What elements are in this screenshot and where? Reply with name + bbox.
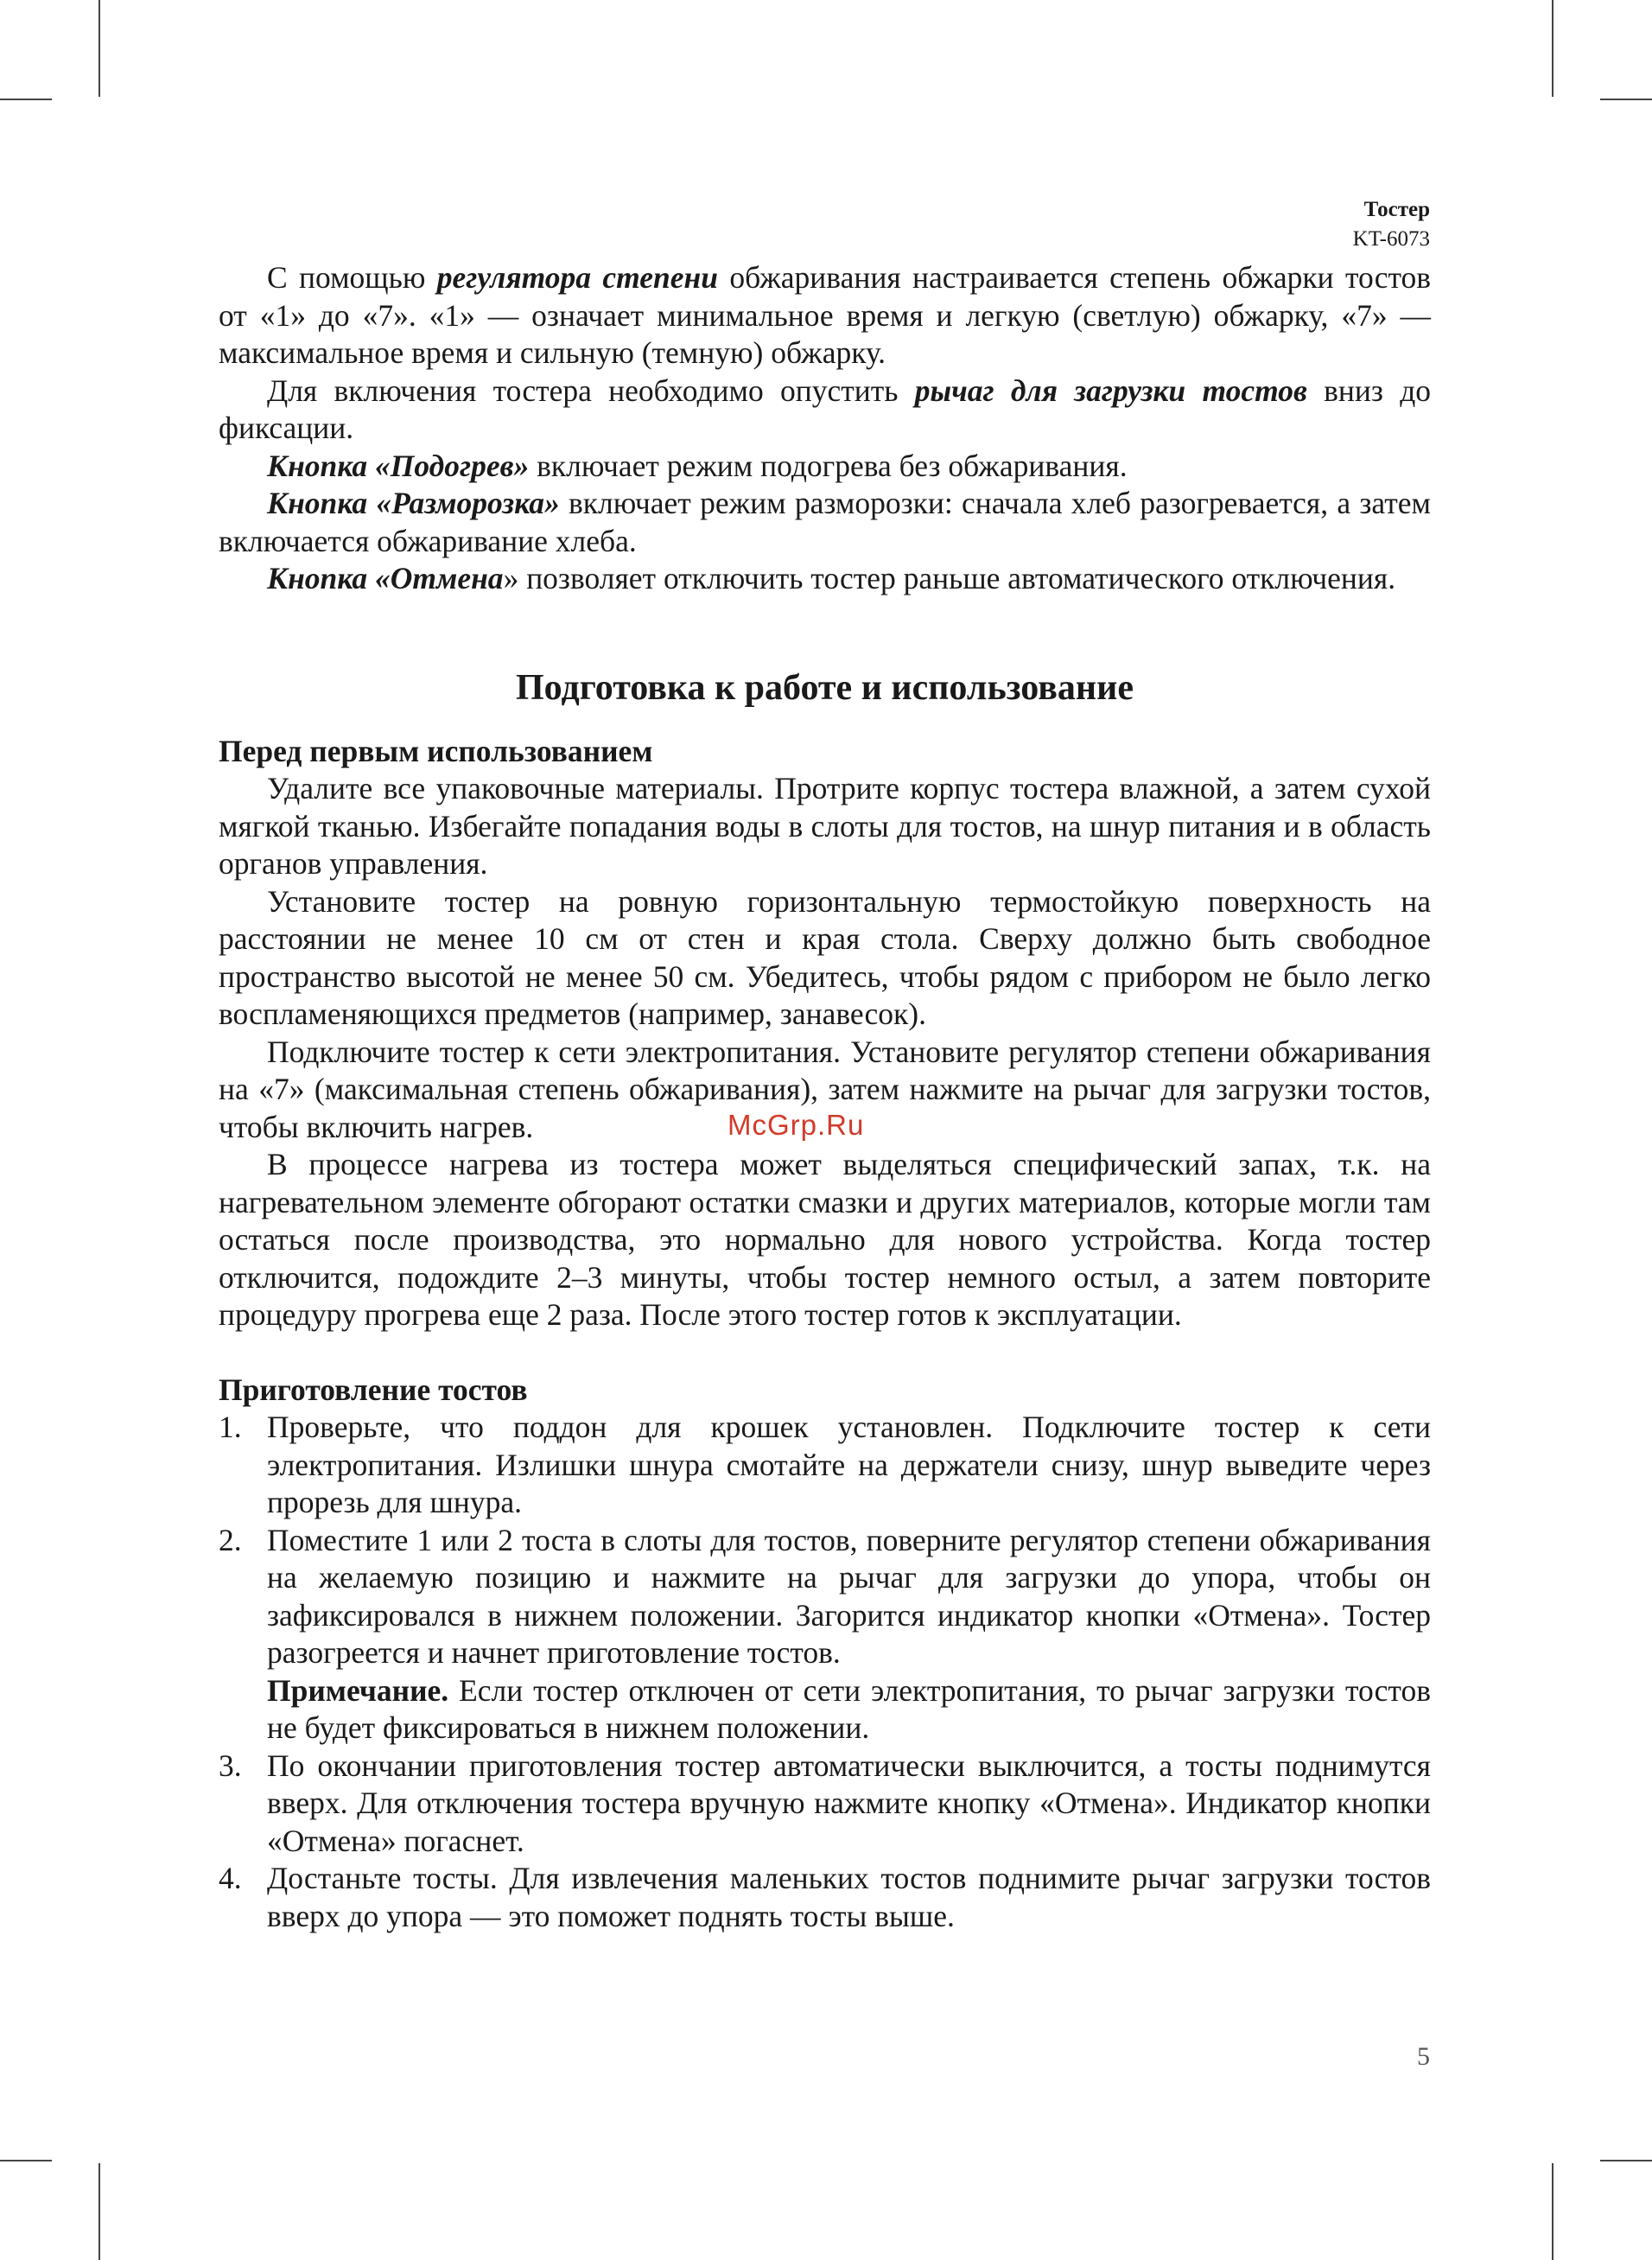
list-item <box>219 1409 1431 1522</box>
paragraph: В процессе нагрева из тостера может выделяться специфический запах, т.к. на нагревательном элементе обгорают остатки смазки и других материалов, которые могли там остаться после производства, это нормально для нового устройства. Когда тостер отключится, подождите 2–3 минуты, чтобы тостер немного остыл, а затем повторите процедуру прогрева еще 2 раза. После этого тостер готов к эксплуатации. <box>219 1147 1431 1332</box>
text-run: » позволяет отключить тостер раньше автоматического отключения. <box>503 561 1396 595</box>
text-run: включает режим разморозки: сначала хлеб разогревается, а затем включается обжаривание хлеба. <box>219 486 1431 558</box>
steps-list <box>219 1409 1431 1935</box>
intro-paragraph <box>219 485 1431 560</box>
intro-paragraph <box>219 448 1431 486</box>
step-number: 3. <box>219 1748 242 1783</box>
text-run: Для включения тостера необходимо опустить <box>267 372 915 408</box>
step-number: 4. <box>219 1861 242 1895</box>
product-title: Тостер <box>1363 198 1430 221</box>
step-note <box>267 1672 1431 1748</box>
step-text: По окончании приготовления тостер автоматически выключится, а тосты поднимутся вверх. Для отключения тостера вручную нажмите кнопку «Отмена». Индикатор кнопки «Отмена» погаснет. <box>267 1748 1431 1858</box>
step-number: 2. <box>219 1522 242 1557</box>
step-text: Проверьте, что поддон для крошек установлен. Подключите тостер к сети электропитания. Излишки шнура смотайте на держатели снизу, шнур выведите через прорезь для шнура. <box>267 1410 1431 1519</box>
intro-paragraph <box>219 372 1431 448</box>
model-number: KT-6073 <box>1352 227 1430 251</box>
crop-mark <box>0 99 52 100</box>
page-number: 5 <box>1417 2042 1430 2071</box>
watermark: McGrp.Ru <box>728 1109 865 1141</box>
subheading-toast-prep: Приготовление тостов <box>219 1372 528 1407</box>
section-title: Подготовка к работе и использование <box>516 667 1134 708</box>
intro-paragraph <box>219 259 1431 372</box>
crop-mark <box>1552 2163 1554 2260</box>
step-text: Достаньте тосты. Для извлечения маленьких тостов поднимите рычаг загрузки тостов вверх до упора — это поможет поднять тосты выше. <box>267 1861 1431 1933</box>
list-item <box>219 1522 1431 1748</box>
text-run: включает режим подогрева без обжаривания. <box>529 448 1128 483</box>
intro-paragraph <box>219 560 1431 598</box>
term-browning-control: регулятора степени <box>436 260 718 295</box>
term-lever: рычаг для загрузки тостов <box>914 372 1307 408</box>
term-defrost-button: Кнопка «Разморозка» <box>267 486 560 520</box>
page-content <box>219 259 1431 1935</box>
list-item <box>219 1860 1431 1935</box>
crop-mark <box>1600 99 1652 100</box>
text-run: обжаривания настраивается степень обжарки тостов от «1» до «7». «1» — означает минимальное время и легкую (светлую) обжарку, «7» — максимальное время и сильную (темную) обжарку. <box>219 260 1432 370</box>
note-label: Примечание. <box>267 1672 449 1708</box>
note-text: Если тостер отключен от сети электропитания, то рычаг загрузки тостов не будет фиксироваться в нижнем положении. <box>267 1672 1431 1745</box>
list-item <box>219 1748 1431 1861</box>
step-text: Поместите 1 или 2 тоста в слоты для тостов, поверните регулятор степени обжаривания на желаемую позицию и нажмите на рычаг для загрузки до упора, чтобы он зафиксировался в нижнем положении. Загорится индикатор кнопки «Отмена». Тостер разогреется и начнет приготовление тостов. <box>267 1522 1431 1670</box>
term-cancel-button: Кнопка «Отмена <box>267 561 504 595</box>
subheading-before-first-use: Перед первым использованием <box>219 733 653 768</box>
step-number: 1. <box>219 1410 242 1444</box>
crop-mark <box>1552 0 1554 97</box>
crop-mark <box>0 2160 52 2161</box>
paragraph: Установите тостер на ровную горизонтальную термостойкую поверхность на расстоянии не менее 10 см от стен и края стола. Сверху должно быть свободное пространство высотой не менее 50 см. Убедитесь, чтобы рядом с прибором не было легко воспламеняющихся предметов (например, занавесок). <box>219 883 1431 1031</box>
crop-mark <box>1600 2160 1652 2161</box>
text-run: С помощью <box>267 260 437 295</box>
crop-mark <box>98 2163 100 2260</box>
text-run: вниз до фиксации. <box>219 372 1432 445</box>
term-reheat-button: Кнопка «Подогрев» <box>267 448 530 483</box>
paragraph: Подключите тостер к сети электропитания. Установите регулятор степени обжаривания на «7» (максимальная степень обжаривания), затем нажмите на рычаг для загрузки тостов, чтобы включить нагрев. <box>219 1034 1431 1144</box>
crop-mark <box>98 0 100 97</box>
running-head <box>1353 195 1430 254</box>
paragraph: Удалите все упаковочные материалы. Протрите корпус тостера влажной, а затем сухой мягкой тканью. Избегайте попадания воды в слоты для тостов, на шнур питания и в область органов управления. <box>219 771 1431 881</box>
